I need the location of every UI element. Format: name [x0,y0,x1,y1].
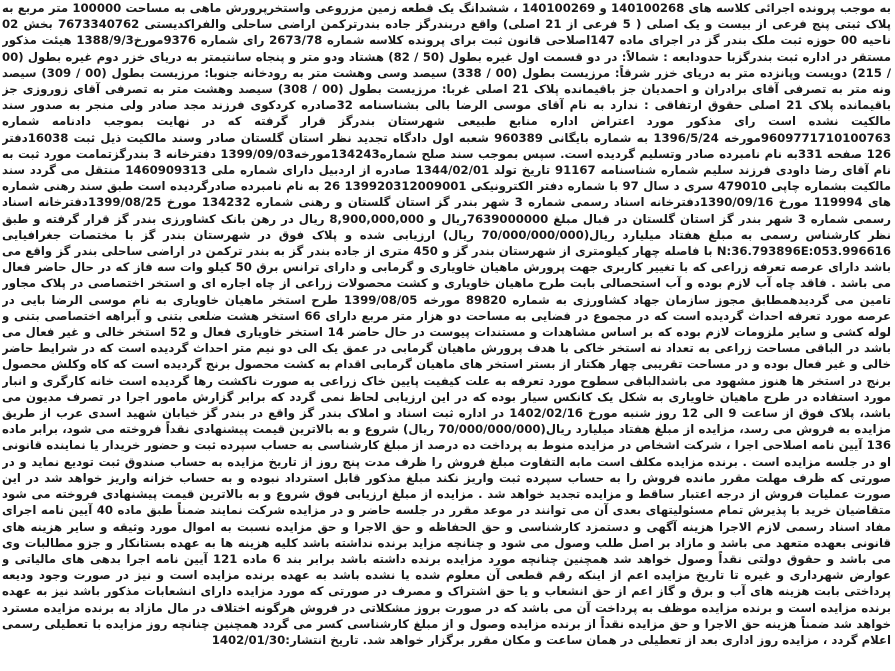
notice-paragraph [2,0,891,648]
auction-notice [2,0,891,669]
publication-date: 1402/01/30 [211,632,286,647]
notice-body-text: به موجب پرونده اجرائی کلاسه های 140100268 و 140100269 ، ششدانگ یک قطعه زمین مزروعی واستخرپرورش ماهی به مساحت 100000 متر مربع به پلاک ثبتی پنج فرعی از بیست و یک اصلی ( 5 فرعی از 21 اصلی) واقع دربندرگز جاده بندرترکمن اراضی ساحلی والفراکدیستی 7673340762 بخش 02 ناحیه 00 حوزه ثبت ملک بندر گز در اجرای ماده 147اصلاحی قانون ثبت برای پرونده کلاسه شماره 2673/78 رای شماره 9376مورخ1388/9/3 هیئت مذکور مستقر در اداره ثبت بندرگزبا حدودابعه : شمالاً: در دو قسمت اول غیره بطول (50 / 82) هشتاد ودو متر و پنجاه سانتیمتر به دریای خزر دوم غیره بطول (00 / 215) دویست وپانزده متر به دریای خزر شرقاً: مرزیست بطول (00 / 338) سیصد وسی وهشت متر به رودخانه جنوبا: مرزیست بطول (00 / 309) سیصد ونه متر به تصرفی آقای برادران و احمدیان جز باقیمانده پلاک 21 اصلی غربا: مرزیست بطول (00 / 308) سیصد وهشت متر به تصرفی آقای زوروزی جز باقیمانده پلاک 21 اصلی حقوق ارتفاقی : ندارد به نام آقای موسی الرضا بالی بشناسنامه 32صادره کردکوی فرزند مجد صادر ولی منجر به صدور سند مالکیت نشده است رای مذکور مورد اعتراض اداره منابع طبیعی شهرستان بندرگز قرار گرفته که در نهایت بموجب دادنامه شماره 9609771710100763مورخه 1396/5/24 به شماره بایگانی 960389 شعبه اول دادگاه تجدید نظر استان گلستان صادر وسند مالکیت ذیل ثبت 16038دفتر 126 صفحه 331به نام نامبرده صادر وتسلیم گردیده است. سپس بموجب سند صلح شماره134243مورخه1399/09/03 دفترخانه 3 بندرگزتمامت مورد ثبت به نام آقای رضا داودی فرزند سلیم شماره شناسنامه 91167 تاریخ تولد 1344/02/01 صادره از اردبیل دارای شماره ملی 1460909313 منتقل می گردد سند مالکیت بشماره چاپی 479010 سری د سال 97 با شماره دفتر الکترونیکی 139920312009001 26 به نام نامبرده صادرگردیده است طبق سند رهنی شماره های 119994 مورخ 1390/09/16دفترخانه اسناد رسمی شماره 3 شهر بندر گز استان گلستان و رهنی شماره 134232 مورخ 1399/08/25دفترخانه اسناد رسمی شماره 3 شهر بندر گز استان گلستان در قبال مبلغ 7639000000ریال و 8,900,000,000 ریال در رهن بانک کشاورزی بندر گز قرار گرفته و طبق نظر کارشناس رسمی به مبلغ هفتاد میلیارد ریال(70/000/000/000 ریال) ارزیابی شده و پلاک فوق در شهرستان بندر گز با مختصات جغرافیایی N:36.793896E:053.996616 با فاصله چهار کیلومتری از شهرستان بندر گز و 450 متری از جاده بندر گز به بندر ترکمن در اراضی ساحلی بندر گز واقع می باشد دارای عرصه تعرفه زراعی که با تغییر کاربری جهت پرورش ماهیان خاویاری و گرمابی و دارای ترانس برق 50 کیلو وات سه فاز که در حال حاضر فعال می باشد . فاقد چاه آب لازم بوده و آب استحصالی بابت طرح ماهیان خاویاری و کشت محصولات زراعی از چاه اجاره ای و استخر اختصاصی در پلاک مجاور تامین می گردیدهمطابق مجوز سازمان جهاد کشاورزی به شماره 89820 مورخه 1399/08/05 طرح استخر ماهیان خاویاری به نام موسی الرضا بایی در عرصه مورد تعرفه احداث گردیده است که در مجموع در فضایی به مساحت دو هزار متر مربع دارای 66 استخر هشت ضلعی بتنی و آبراهه اختصاصی بتنی و لوله کشی و سایر ملزومات لازم بوده که بر اساس مشاهدات و مستندات پیوست در حال حاضر 14 استخر خاویاری فعال و 52 استخر خالی و غیر فعال می باشد در الباقی مساحت زراعی به تعداد نه استخر خاکی با هدف پرورش ماهیان گرمابی در عمق یک الی دو نیم متر احداث گردیده است که در شرایط حاضر خالی و غیر فعال بوده و در مساحت تقریبی چهار هکتار از بستر استخر های ماهیان گرمابی اقدام به کشت محصول برنج گردیده است که کاه وکلش محصول برنج در استخر ها هنوز مشهود می باشدالباقی سطوح مورد تعرفه به علت کیفیت پایین خاک زراعی به صورت ناکشت رها گردیده است خانه کارگری و انبار مورد استفاده در طرح ماهیان خاویاری به شکل یک کانکس سیار بوده که در این ارزیابی لحاظ نمی گردد که برابر گزارش مامور اجرا در تصرف مدیون می باشد، پلاک فوق از ساعت 9 الی 12 روز شنبه مورخ 1402/02/16 در اداره ثبت اسناد و املاک بندر گز واقع در بندر گز خیابان شهید اسدی عرب از طریق مزایده به فروش می رسد، مزایده از مبلغ هفتاد میلیارد ریال(70/000/000/000 ریال) شروع و به بالاترین قیمت پیشنهادی نقداً فروخته می شود، برابر ماده 136 آیین نامه اصلاحی اجرا ، شرکت اشخاص در مزایده منوط به پرداخت ده درصد از مبلغ کارشناسی به حساب سپرده ثبت و حضور خریدار یا نماینده قانونی او در جلسه مزایده است . برنده مزایده مکلف است مابه التفاوت مبلغ فروش را ظرف مدت پنج روز از تاریخ مزایده به حساب صندوق ثبت تودیع نماید و در صورتی که ظرف مهلت مقرر مانده فروش را به حساب سپرده ثبت واریز نکند مبلغ مذکور قابل استرداد نبوده و به حساب خزانه واریز خواهد شد در این صورت عملیات فروش از درجه اعتبار ساقط و مزایده تجدید خواهد شد . مزایده از مبلغ ارزیابی فوق شروع و به بالاترین قیمت پیشنهادی فروخته می شود متقاضیان خرید با پذیرش تمام مسئولیتهای بعدی آن می توانند در موعد مقرر در جلسه حاضر و در مزایده شرکت نمایند ضمناً طبق ماده 40 آیین نامه اجرای مفاد اسناد رسمی لازم الاجرا هزینه آگهی و دستمزد کارشناسی و حق الحفاظه و حق الاجرا و حق مزایده نسبت به اموال مورد وثیقه و سایر هزینه های قانونی بعهده متعهد می باشد و مازاد بر اصل طلب وصول می شود و چنانچه مزاید برنده نداشته باشد کلیه هزینه ها به عهده بستانکار و جزو مطالبات وی می باشد و حقوق دولتی نقداً وصول خواهد شد همچنین چنانچه مورد مزایده برنده داشته باشد برابر بند 6 ماده 121 آیین نامه اجرا بدهی های مالیاتی و عوارض شهرداری و غیره تا تاریخ مزایده اعم از اینکه رقم قطعی آن معلوم شده یا نشده باشد به عهده برنده مزایده است و نیز در صورت وجود ودیعه پرداختی بابت هزینه های آب و برق و گاز اعم از حق انشعاب و یا حق اشتراک و مصرف در صورتی که مورد مزایده دارای انشعابات مذکور باشد نیز به عهده برنده مزایده است و برنده مزایده موظف به پرداخت آن می باشد که در صورت بروز مشکلاتی در فروش هرگونه اختلاف در مال مازاد به برنده مزایده مسترد خواهد شد ضمناً هزینه حق الاجرا و حق مزایده نقداً از برنده مزایده وصول و از مبلغ کارشناسی کسر می گردد همچنین چنانچه روز مزایده با تعطیلی رسمی اعلام گردد ، مزایده روز اداری بعد از تعطیلی در همان ساعت و مکان مقرر برگزار خواهد شد. [2,1,891,647]
publication-date-line [212,633,359,647]
publication-label: تاریخ انتشار: [285,632,359,647]
